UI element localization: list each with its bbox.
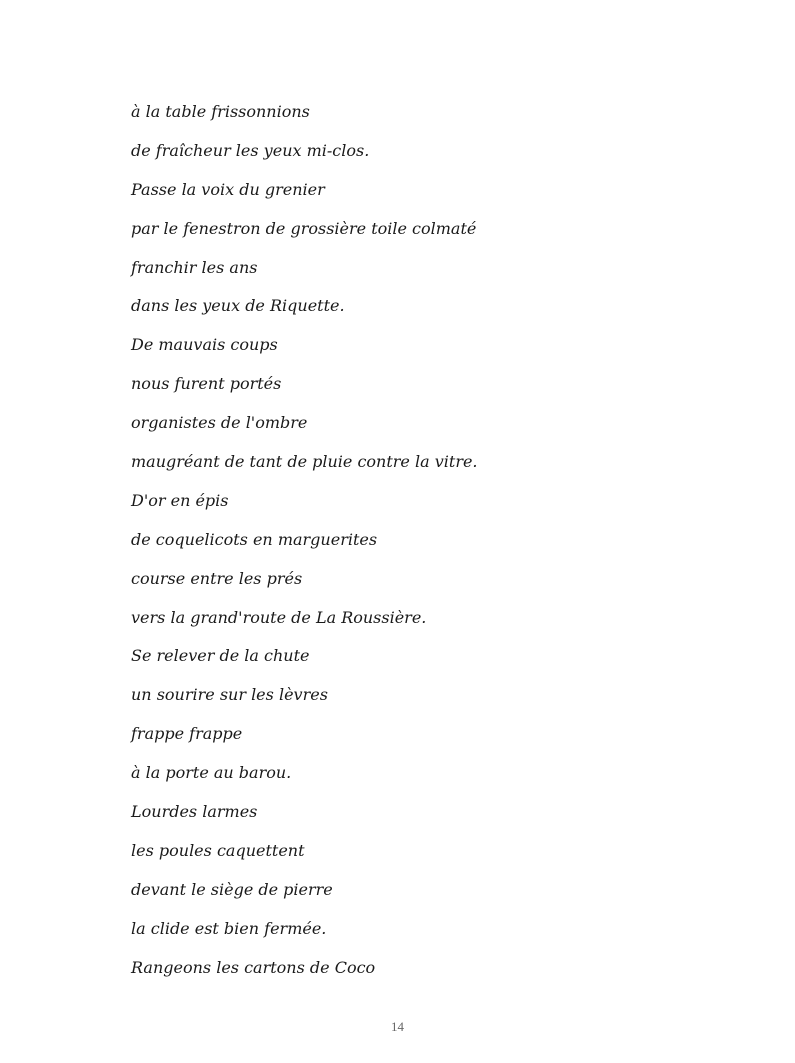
poem-line: Passe la voix du grenier [131,179,325,199]
poem-line: par le fenestron de grossière toile colmaté [131,218,477,238]
poem-line: dans les yeux de Riquette. [131,296,345,316]
poem-line: de coquelicots en marguerites [131,529,378,549]
poem-line: nous furent portés [131,374,282,394]
poem-line: organistes de l'ombre [131,413,308,433]
poem-body [131,99,731,993]
poem-line: la clide est bien fermée. [131,918,327,938]
poem-line: Lourdes larmes [131,802,258,822]
page-number: 14 [391,1019,404,1034]
poem-line: à la porte au barou. [131,763,292,783]
poem-line: course entre les prés [131,568,303,588]
poem-line: à la table frissonnions [131,102,310,121]
poem-line: devant le siège de pierre [131,879,333,899]
poem-line: D'or en épis [131,490,229,510]
poem-line: Rangeons les cartons de Coco [131,957,376,977]
poem-line: de fraîcheur les yeux mi-clos. [131,140,370,160]
poem-line: maugréant de tant de pluie contre la vitre. [131,452,478,472]
poem-line: frappe frappe [131,724,243,744]
poem-line: Se relever de la chute [131,646,310,666]
poem-line: vers la grand'route de La Roussière. [131,607,427,627]
poem-line: un sourire sur les lèvres [131,685,328,705]
poem-line: franchir les ans [131,257,258,277]
poem-line: les poules caquettent [131,840,305,860]
poem-line: De mauvais coups [131,335,278,355]
